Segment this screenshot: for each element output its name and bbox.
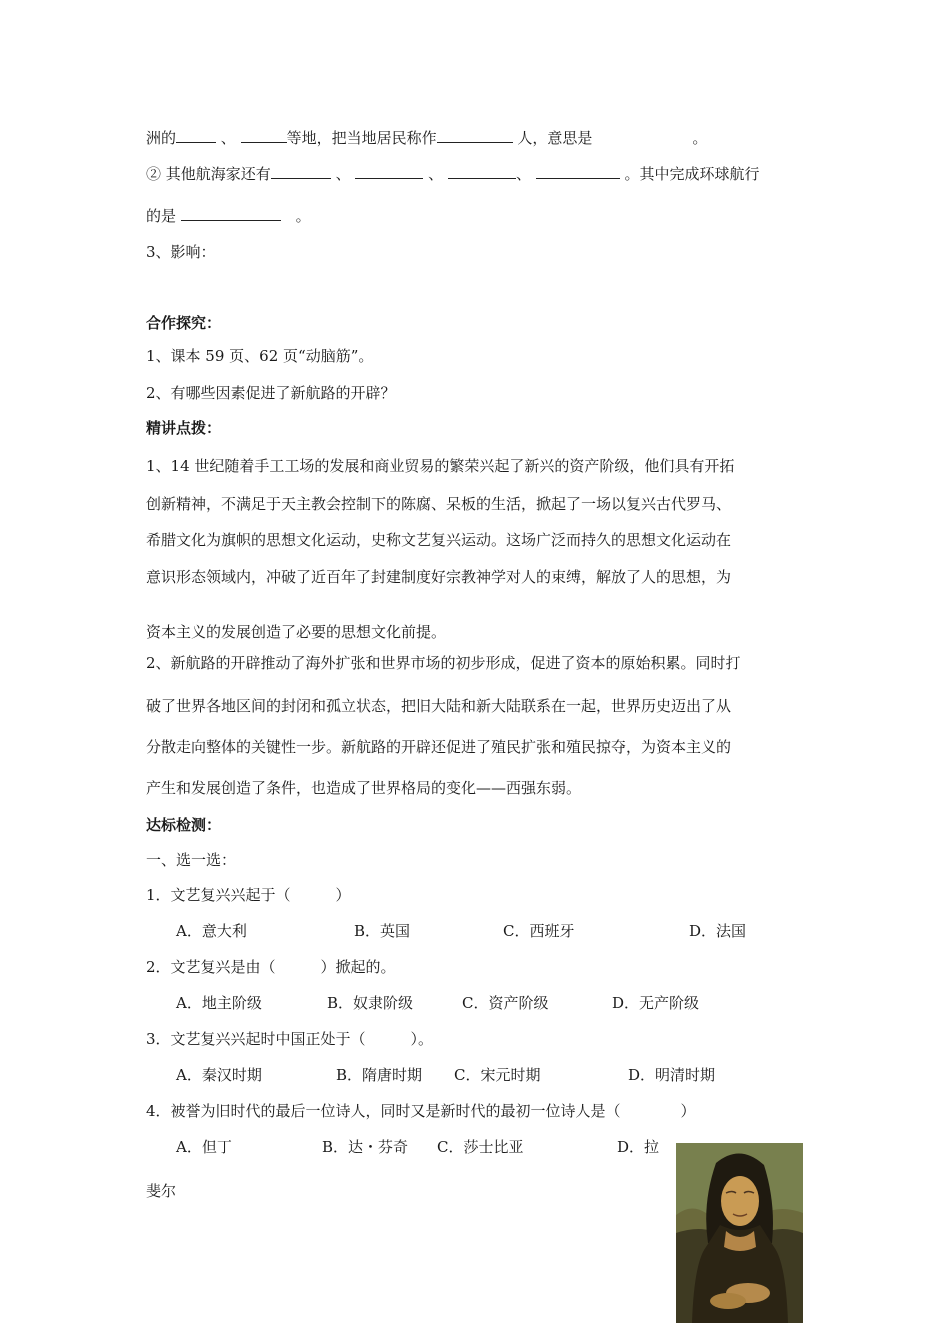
blank-field[interactable] <box>448 163 516 179</box>
option-a[interactable]: A．秦汉时期 <box>176 1066 262 1084</box>
option-d[interactable]: D．拉 <box>617 1138 660 1156</box>
paragraph-line: 创新精神，不满足于天主教会控制下的陈腐、呆板的生活，掀起了一场以复兴古代罗马、 <box>146 495 732 513</box>
mona-lisa-painting <box>676 1143 803 1323</box>
option-b[interactable]: B．隋唐时期 <box>336 1066 423 1084</box>
blank-field[interactable] <box>437 127 513 143</box>
option-a[interactable]: A．意大利 <box>176 922 247 940</box>
paragraph-line: 产生和发展创造了条件，也造成了世界格局的变化——西强东弱。 <box>146 779 582 797</box>
fill-line-3: 的是 。 <box>146 207 311 225</box>
question-stem: 4．被誉为旧时代的最后一位诗人，同时又是新时代的最初一位诗人是（ ） <box>146 1102 696 1120</box>
paragraph-line: 破了世界各地区间的封闭和孤立状态，把旧大陆和新大陆联系在一起，世界历史迈出了从 <box>146 697 732 715</box>
option-b[interactable]: B．达・芬奇 <box>322 1138 409 1156</box>
fill-line-2: ② 其他航海家还有 、 、 、 。其中完成环球航行 <box>146 165 760 183</box>
paragraph-line: 2、新航路的开辟推动了海外扩张和世界市场的初步形成，促进了资本的原始积累。同时打 <box>146 654 741 672</box>
option-b[interactable]: B．奴隶阶级 <box>327 994 414 1012</box>
explanation-heading: 精讲点拨： <box>146 419 222 437</box>
option-d[interactable]: D．明清时期 <box>628 1066 716 1084</box>
option-c[interactable]: C．莎士比亚 <box>437 1138 524 1156</box>
option-d-continuation: 斐尔 <box>146 1182 177 1200</box>
impact-label: 3、影响： <box>146 243 216 261</box>
paragraph-line: 1、14 世纪随着手工工场的发展和商业贸易的繁荣兴起了新兴的资产阶级，他们具有开拓 <box>146 457 735 475</box>
option-b[interactable]: B．英国 <box>354 922 411 940</box>
question-stem: 2．文艺复兴是由（ ）掀起的。 <box>146 958 396 976</box>
test-heading: 达标检测： <box>146 816 222 834</box>
option-a[interactable]: A．但丁 <box>176 1138 232 1156</box>
cooperation-item: 2、有哪些因素促进了新航路的开辟？ <box>146 384 396 402</box>
option-d[interactable]: D．无产阶级 <box>612 994 700 1012</box>
paragraph-line: 希腊文化为旗帜的思想文化运动，史称文艺复兴运动。这场广泛而持久的思想文化运动在 <box>146 531 732 549</box>
option-c[interactable]: C．西班牙 <box>503 922 575 940</box>
question-stem: 3．文艺复兴兴起时中国正处于（ ）。 <box>146 1030 434 1048</box>
option-d[interactable]: D．法国 <box>689 922 747 940</box>
option-a[interactable]: A．地主阶级 <box>176 994 262 1012</box>
blank-field[interactable] <box>271 163 331 179</box>
painting-svg <box>676 1143 803 1323</box>
paragraph-line: 资本主义的发展创造了必要的思想文化前提。 <box>146 623 447 641</box>
cooperation-item: 1、课本 59 页、62 页“动脑筋”。 <box>146 347 374 365</box>
paragraph-line: 分散走向整体的关键性一步。新航路的开辟还促进了殖民扩张和殖民掠夺，为资本主义的 <box>146 738 732 756</box>
blank-field[interactable] <box>176 127 216 143</box>
option-c[interactable]: C．资产阶级 <box>462 994 549 1012</box>
blank-field[interactable] <box>355 163 423 179</box>
question-stem: 1．文艺复兴兴起于（ ） <box>146 886 351 904</box>
paragraph-line: 意识形态领域内，冲破了近百年了封建制度好宗教神学对人的束缚，解放了人的思想，为 <box>146 568 732 586</box>
blank-field[interactable] <box>181 205 281 221</box>
blank-field[interactable] <box>536 163 620 179</box>
option-c[interactable]: C．宋元时期 <box>454 1066 541 1084</box>
blank-field[interactable] <box>241 127 287 143</box>
fill-line-1: 洲的 、 等地，把当地居民称作 人，意思是 。 <box>146 129 708 147</box>
section-title: 一、选一选： <box>146 851 237 869</box>
cooperation-heading: 合作探究： <box>146 314 222 332</box>
